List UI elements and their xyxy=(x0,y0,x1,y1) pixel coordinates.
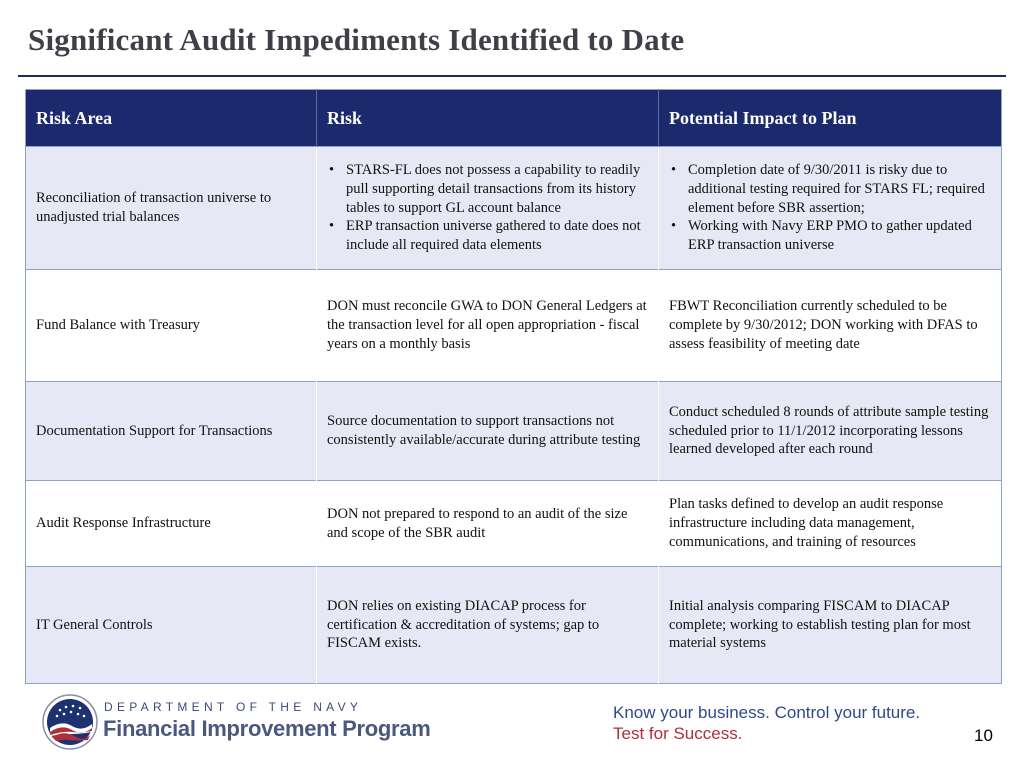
impact-bullet-list xyxy=(669,161,991,255)
table-row xyxy=(26,382,1002,481)
impact-bullet: • Completion date of 9/30/2011 is risky due to additional testing required for STARS FL; required element before SBR assertion; xyxy=(669,161,991,217)
risk-cell: DON must reconcile GWA to DON General Ledgers at the transaction level for all open appropriation - fiscal years on a monthly basis xyxy=(317,270,659,382)
risk-cell xyxy=(317,147,659,270)
impact-cell: FBWT Reconciliation currently scheduled to be complete by 9/30/2012; DON working with DFAS to assess feasibility of meeting date xyxy=(659,270,1002,382)
impact-cell: Initial analysis comparing FISCAM to DIACAP complete; working to establish testing plan for most material systems xyxy=(659,567,1002,684)
risk-cell: DON relies on existing DIACAP process for certification & accreditation of systems; gap to FISCAM exists. xyxy=(317,567,659,684)
impact-bullet: • Working with Navy ERP PMO to gather updated ERP transaction universe xyxy=(669,217,991,254)
tagline-primary: Know your business. Control your future. xyxy=(613,703,921,722)
impediments-table xyxy=(25,89,1002,684)
slide-title: Significant Audit Impediments Identified to Date xyxy=(28,22,685,57)
risk-cell: DON not prepared to respond to an audit of the size and scope of the SBR audit xyxy=(317,481,659,567)
department-name: DEPARTMENT OF THE NAVY xyxy=(104,700,363,714)
tagline-secondary: Test for Success. xyxy=(613,724,743,743)
table-header-row xyxy=(26,90,1002,147)
table-row xyxy=(26,481,1002,567)
table-row xyxy=(26,567,1002,684)
risk-area-cell: Fund Balance with Treasury xyxy=(26,270,317,382)
risk-bullet: • STARS-FL does not possess a capability to readily pull supporting detail transactions from its history tables to support GL account balance xyxy=(327,161,648,217)
risk-area-cell: Reconciliation of transaction universe to unadjusted trial balances xyxy=(26,147,317,270)
header-risk-area: Risk Area xyxy=(26,90,317,147)
risk-cell: Source documentation to support transactions not consistently available/accurate during attribute testing xyxy=(317,382,659,481)
header-impact: Potential Impact to Plan xyxy=(659,90,1002,147)
impact-cell xyxy=(659,147,1002,270)
risk-area-cell: Documentation Support for Transactions xyxy=(26,382,317,481)
impact-cell: Conduct scheduled 8 rounds of attribute sample testing scheduled prior to 11/1/2012 incorporating lessons learned developed after each round xyxy=(659,382,1002,481)
impact-cell: Plan tasks defined to develop an audit response infrastructure including data management, communications, and training of resources xyxy=(659,481,1002,567)
header-risk: Risk xyxy=(317,90,659,147)
title-divider xyxy=(18,75,1006,77)
program-name: Financial Improvement Program xyxy=(103,716,431,741)
navy-seal-icon xyxy=(42,694,98,750)
table-row xyxy=(26,270,1002,382)
risk-area-cell: Audit Response Infrastructure xyxy=(26,481,317,567)
risk-area-cell: IT General Controls xyxy=(26,567,317,684)
table-row xyxy=(26,147,1002,270)
page-number: 10 xyxy=(974,726,993,745)
risk-bullet: • ERP transaction universe gathered to date does not include all required data elements xyxy=(327,217,648,254)
risk-bullet-list xyxy=(327,161,648,255)
